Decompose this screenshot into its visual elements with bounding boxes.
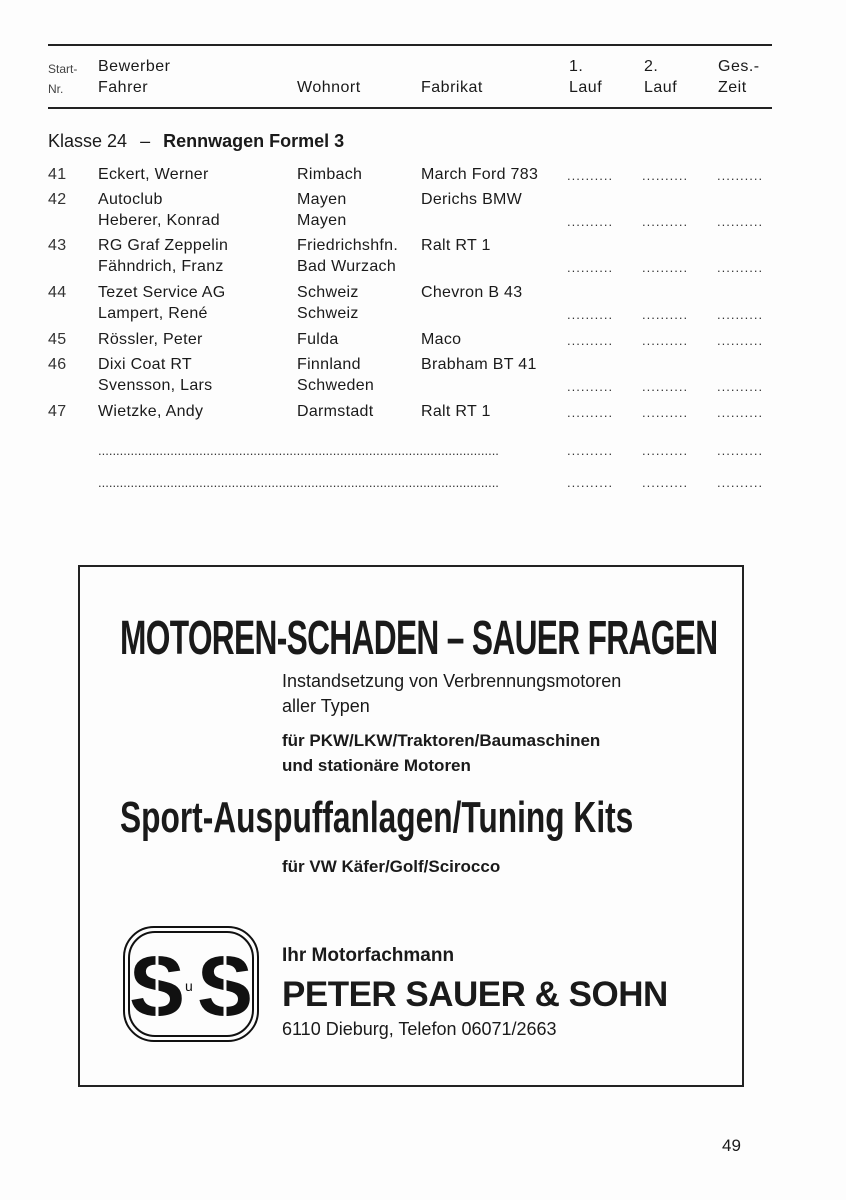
run2-time: .......... [642, 260, 689, 275]
header-wohnort: Wohnort [297, 79, 361, 96]
driver-residence: Schweden [297, 377, 375, 394]
header-zeit: Zeit [718, 79, 747, 96]
header-ges: Ges.- [718, 58, 760, 75]
residence: Friedrichshfn. [297, 237, 399, 254]
svg-text:u: u [185, 978, 193, 994]
ad-bold2: und stationäre Motoren [282, 756, 471, 775]
make: March Ford 783 [421, 166, 539, 183]
make: Derichs BMW [421, 191, 523, 208]
residence: Fulda [297, 331, 339, 348]
entrant: Rössler, Peter [98, 331, 203, 348]
driver: Lampert, René [98, 305, 208, 322]
start-number: 47 [48, 403, 67, 420]
ad-sport: Sport-Auspuffanlagen/Tuning Kits [120, 793, 634, 842]
driver-residence: Schweiz [297, 305, 359, 322]
run1-time: .......... [567, 333, 614, 348]
blank-line: ............................................................................................................... [98, 443, 499, 458]
start-number: 43 [48, 237, 67, 254]
driver: Fähndrich, Franz [98, 258, 224, 275]
start-number: 46 [48, 356, 67, 373]
residence: Mayen [297, 191, 347, 208]
entrant: Eckert, Werner [98, 166, 209, 183]
driver-residence: Mayen [297, 212, 347, 229]
class-heading [48, 131, 344, 152]
driver: Svensson, Lars [98, 377, 213, 394]
start-number: 45 [48, 331, 67, 348]
entrant: Tezet Service AG [98, 284, 226, 301]
entrant: Wietzke, Andy [98, 403, 204, 420]
driver-residence: Bad Wurzach [297, 258, 397, 275]
run1-time: .......... [567, 405, 614, 420]
make: Ralt RT 1 [421, 237, 491, 254]
total-time: .......... [717, 333, 764, 348]
make: Ralt RT 1 [421, 403, 491, 420]
header-lauf1: Lauf [569, 79, 603, 96]
blank-line: ............................................................................................................... [98, 475, 499, 490]
run2-time: .......... [642, 168, 689, 183]
residence: Darmstadt [297, 403, 374, 420]
header-bewerber: Bewerber [98, 58, 171, 75]
ad-company: PETER SAUER & SOHN [282, 975, 668, 1014]
header-fabrikat: Fabrikat [421, 79, 483, 96]
run2-time: .......... [642, 307, 689, 322]
driver: Heberer, Konrad [98, 212, 220, 229]
ad-bold1: für PKW/LKW/Traktoren/Baumaschinen [282, 731, 601, 750]
svg-text:S: S [197, 939, 254, 1033]
header-nr: Nr. [48, 82, 64, 96]
make: Maco [421, 331, 462, 348]
total-time: .......... [717, 443, 764, 458]
ad-vw: für VW Käfer/Golf/Scirocco [282, 857, 501, 876]
run1-time: .......... [567, 307, 614, 322]
start-number: 44 [48, 284, 67, 301]
svg-text:S: S [129, 939, 186, 1033]
entrant: Autoclub [98, 191, 163, 208]
run1-time: .......... [567, 379, 614, 394]
class-dash: – [140, 131, 151, 151]
header-start: Start- [48, 62, 78, 76]
run2-time: .......... [642, 379, 689, 394]
run2-time: .......... [642, 475, 689, 490]
total-time: .......... [717, 475, 764, 490]
total-time: .......... [717, 214, 764, 229]
start-number: 41 [48, 166, 67, 183]
run1-time: .......... [567, 475, 614, 490]
total-time: .......... [717, 405, 764, 420]
total-time: .......... [717, 168, 764, 183]
run2-time: .......... [642, 333, 689, 348]
total-time: .......... [717, 260, 764, 275]
ad-line1: Instandsetzung von Verbrennungsmotoren [282, 671, 622, 691]
advertisement [78, 565, 744, 1087]
ad-headline: MOTOREN-SCHADEN – SAUER FRAGEN [120, 612, 718, 665]
class-number: Klasse 24 [48, 131, 128, 151]
run2-time: .......... [642, 214, 689, 229]
run2-time: .......... [642, 443, 689, 458]
make: Chevron B 43 [421, 284, 523, 301]
run1-time: .......... [567, 443, 614, 458]
header-rule [48, 107, 772, 109]
entrant: RG Graf Zeppelin [98, 237, 229, 254]
ad-line2: aller Typen [282, 696, 370, 716]
page-number: 49 [722, 1136, 741, 1155]
ad-address: 6110 Dieburg, Telefon 06071/2663 [282, 1019, 557, 1039]
header-lauf1-num: 1. [569, 58, 584, 75]
residence: Schweiz [297, 284, 359, 301]
run2-time: .......... [642, 405, 689, 420]
make: Brabham BT 41 [421, 356, 537, 373]
residence: Finnland [297, 356, 361, 373]
sus-logo [122, 925, 260, 1043]
total-time: .......... [717, 307, 764, 322]
run1-time: .......... [567, 168, 614, 183]
header-fahrer: Fahrer [98, 79, 149, 96]
class-name: Rennwagen Formel 3 [163, 131, 345, 151]
top-rule [48, 44, 772, 46]
run1-time: .......... [567, 214, 614, 229]
header-lauf2: Lauf [644, 79, 678, 96]
ad-tagline: Ihr Motorfachmann [282, 945, 455, 966]
residence: Rimbach [297, 166, 363, 183]
entrant: Dixi Coat RT [98, 356, 192, 373]
header-lauf2-num: 2. [644, 58, 659, 75]
run1-time: .......... [567, 260, 614, 275]
total-time: .......... [717, 379, 764, 394]
start-number: 42 [48, 191, 67, 208]
